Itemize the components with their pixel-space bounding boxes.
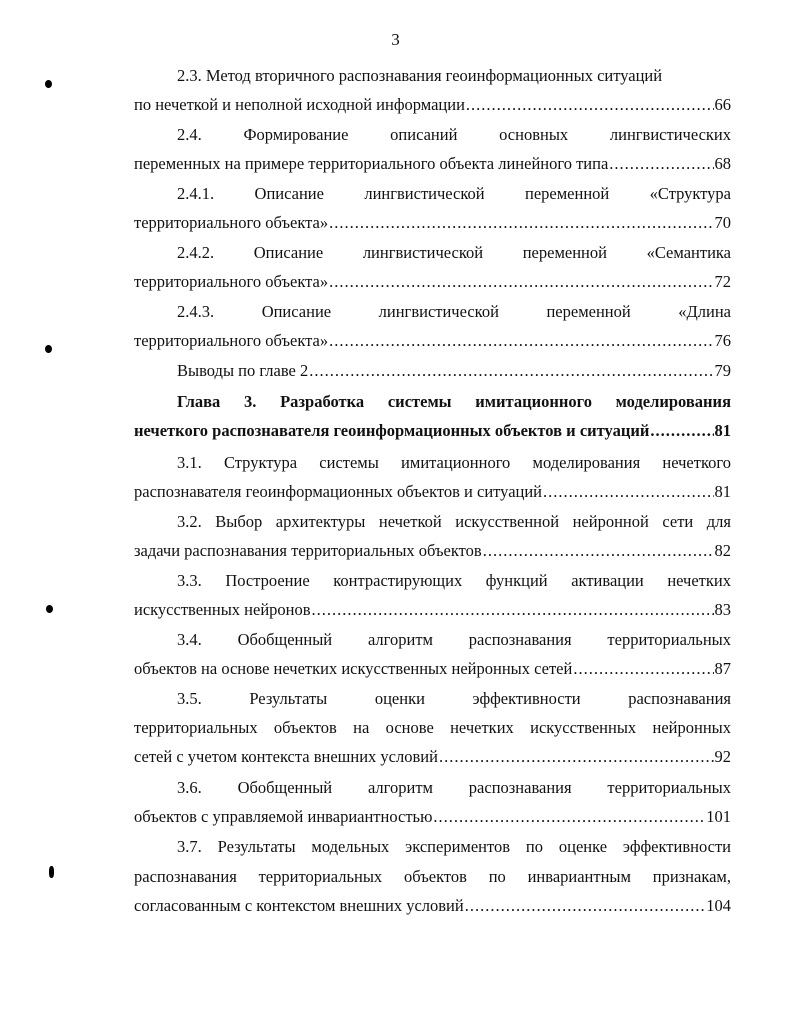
toc-page-number: 83 — [714, 600, 731, 619]
toc-entry-3-4-title: 3.4. Обобщенный алгоритм распознавания территориальных — [177, 630, 731, 649]
toc-entry-2-4-1-title: 2.4.1. Описание лингвистической переменной «Структура — [177, 184, 731, 203]
toc-entry-3-5-title: 3.5. Результаты оценки эффективности распознавания — [177, 689, 731, 708]
dot-leader — [309, 360, 713, 382]
dot-leader — [329, 212, 713, 234]
toc-entry-2-3-title: 2.3. Метод вторичного распознавания геоинформационных ситуаций — [177, 66, 663, 85]
dot-leader — [439, 746, 714, 768]
toc-entry-3-3-lead — [134, 599, 731, 621]
toc-entry-text: по нечеткой и неполной исходной информации — [134, 95, 465, 114]
toc-page-number: 81 — [714, 421, 731, 440]
toc-entry-text: сетей с учетом контекста внешних условий — [134, 747, 438, 766]
toc-entry-text: распознавателя геоинформационных объектов и ситуаций — [134, 482, 543, 501]
toc-entry-3-6-lead — [134, 806, 731, 828]
dot-leader — [543, 481, 713, 503]
toc-entry-3-2-title: 3.2. Выбор архитектуры нечеткой искусственной нейронной сети для — [177, 512, 731, 531]
toc-chapter-3-title: Глава 3. Разработка системы имитационного моделирования — [177, 392, 731, 411]
toc-entry-3-1-title: 3.1. Структура системы имитационного моделирования нечеткого — [177, 453, 731, 472]
margin-mark — [46, 605, 53, 613]
dot-leader — [573, 658, 713, 680]
margin-mark — [45, 80, 52, 88]
toc-entry-text: согласованным с контекстом внешних условий — [134, 896, 464, 915]
toc-entry-text: задачи распознавания территориальных объектов — [134, 541, 482, 560]
toc-entry-3-7-title: 3.7. Результаты модельных экспериментов по оценке эффективности — [177, 837, 731, 856]
toc-entry-3-7-lead — [134, 895, 731, 917]
toc-page-number: 87 — [714, 659, 731, 678]
toc-entry-text: объектов на основе нечетких искусственных нейронных сетей — [134, 659, 573, 678]
toc-entry-3-7-middle: распознавания территориальных объектов по инвариантным признакам, — [134, 867, 731, 886]
toc-entry-2-4-title: 2.4. Формирование описаний основных лингвистических — [177, 125, 731, 144]
toc-page-number: 66 — [714, 95, 731, 114]
page-number: 3 — [391, 30, 400, 49]
dot-leader — [433, 806, 705, 828]
toc-entry-text: Выводы по главе 2 — [177, 361, 309, 380]
toc-entry-2-4-2-lead — [134, 271, 731, 293]
toc-entry-3-1-lead — [134, 481, 731, 503]
toc-entry-conclusions-2 — [177, 360, 731, 382]
dot-leader — [329, 271, 713, 293]
toc-entry-3-5-middle: территориальных объектов на основе нечетких искусственных нейронных — [134, 718, 731, 737]
toc-page-number: 92 — [714, 747, 731, 766]
toc-page-number: 82 — [714, 541, 731, 560]
toc-page-number: 101 — [706, 807, 731, 826]
dot-leader — [466, 94, 714, 116]
toc-page-number: 76 — [714, 331, 731, 350]
toc-entry-3-3-title: 3.3. Построение контрастирующих функций активации нечетких — [177, 571, 731, 590]
toc-entry-2-4-3-title: 2.4.3. Описание лингвистической переменной «Длина — [177, 302, 731, 321]
toc-entry-text: территориального объекта» — [134, 213, 329, 232]
margin-mark — [45, 345, 52, 353]
toc-page-number: 104 — [706, 896, 731, 915]
toc-entry-3-2-lead — [134, 540, 731, 562]
toc-entry-2-4-2-title: 2.4.2. Описание лингвистической переменной «Семантика — [177, 243, 731, 262]
margin-mark — [49, 866, 54, 878]
toc-entry-text: территориального объекта» — [134, 331, 329, 350]
toc-page-number: 68 — [714, 154, 731, 173]
toc-entry-text: искусственных нейронов — [134, 600, 311, 619]
toc-page-number: 72 — [714, 272, 731, 291]
dot-leader — [312, 599, 714, 621]
toc-entry-3-4-lead — [134, 658, 731, 680]
dot-leader — [650, 420, 713, 442]
toc-entry-2-4-3-lead — [134, 330, 731, 352]
toc-page-number: 70 — [714, 213, 731, 232]
dot-leader — [465, 895, 706, 917]
toc-entry-text: переменных на примере территориального объекта линейного типа — [134, 154, 609, 173]
toc-page-number: 81 — [714, 482, 731, 501]
toc-entry-2-3-lead — [134, 94, 731, 116]
dot-leader — [483, 540, 714, 562]
toc-entry-text: нечеткого распознавателя геоинформационных объектов и ситуаций — [134, 421, 650, 440]
dot-leader — [609, 153, 713, 175]
toc-entry-3-6-title: 3.6. Обобщенный алгоритм распознавания территориальных — [177, 778, 731, 797]
toc-entry-2-4-1-lead — [134, 212, 731, 234]
toc-entry-3-5-lead — [134, 746, 731, 768]
toc-entry-2-4-lead — [134, 153, 731, 175]
toc-chapter-3-lead — [134, 420, 731, 442]
dot-leader — [329, 330, 713, 352]
toc-page-number: 79 — [714, 361, 731, 380]
toc-entry-text: объектов с управляемой инвариантностью — [134, 807, 433, 826]
toc-entry-text: территориального объекта» — [134, 272, 329, 291]
